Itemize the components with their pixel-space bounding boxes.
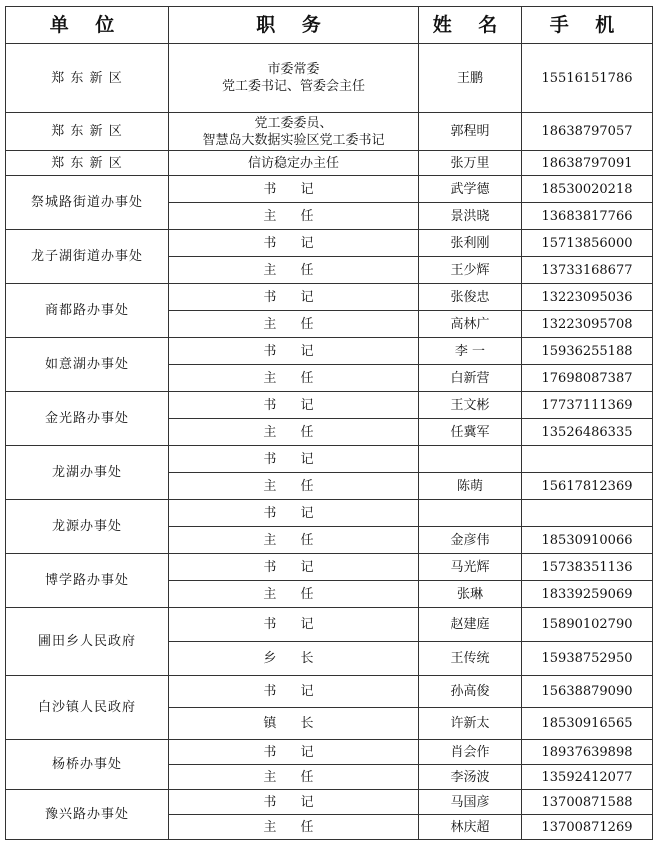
position-line: 主 任 [263, 316, 324, 332]
phone-cell: 15936255188 [522, 338, 653, 365]
position-line: 书 记 [263, 505, 324, 521]
position-cell [169, 446, 419, 473]
position-line: 主 任 [263, 208, 324, 224]
table-row [6, 113, 653, 151]
contact-table [5, 6, 653, 840]
name-cell: 景洪晓 [419, 203, 522, 230]
table-row [6, 230, 653, 257]
phone-cell: 13223095708 [522, 311, 653, 338]
name-cell: 李汤波 [419, 765, 522, 790]
name-cell [419, 500, 522, 527]
phone-cell: 15738351136 [522, 554, 653, 581]
position-cell [169, 815, 419, 840]
phone-cell: 17698087387 [522, 365, 653, 392]
unit-cell: 龙子湖街道办事处 [6, 230, 169, 284]
phone-cell: 18530916565 [522, 708, 653, 740]
unit-cell: 博学路办事处 [6, 554, 169, 608]
name-cell: 陈萌 [419, 473, 522, 500]
phone-cell: 18638797091 [522, 151, 653, 176]
position-line: 书 记 [263, 559, 324, 575]
name-cell: 郭程明 [419, 113, 522, 151]
phone-cell: 13683817766 [522, 203, 653, 230]
position-cell [169, 527, 419, 554]
position-cell [169, 642, 419, 676]
position-cell [169, 765, 419, 790]
position-line: 信访稳定办主任 [247, 155, 339, 171]
position-line: 主 任 [263, 819, 324, 835]
position-line: 党工委书记、管委会主任 [221, 79, 365, 94]
name-cell: 张俊忠 [419, 284, 522, 311]
table-row [6, 176, 653, 203]
position-line: 书 记 [263, 451, 324, 467]
unit-cell: 杨桥办事处 [6, 740, 169, 790]
position-line: 书 记 [263, 181, 324, 197]
header-position: 职 务 [169, 7, 419, 44]
position-line: 党工委委员、 [254, 115, 333, 131]
table-row [6, 44, 653, 113]
unit-cell: 如意湖办事处 [6, 338, 169, 392]
position-line: 主 任 [263, 769, 324, 785]
name-cell: 张琳 [419, 581, 522, 608]
position-cell [169, 151, 419, 176]
unit-cell: 龙源办事处 [6, 500, 169, 554]
phone-cell: 13700871588 [522, 790, 653, 815]
phone-cell: 18530020218 [522, 176, 653, 203]
position-line: 主 任 [263, 424, 324, 440]
position-cell [169, 581, 419, 608]
unit-cell: 郑 东 新 区 [6, 44, 169, 113]
table-row [6, 740, 653, 765]
name-cell: 许新太 [419, 708, 522, 740]
position-cell [169, 44, 419, 113]
position-line: 书 记 [263, 744, 324, 760]
position-line: 书 记 [263, 684, 324, 699]
phone-cell: 15890102790 [522, 608, 653, 642]
position-cell [169, 311, 419, 338]
position-line: 书 记 [263, 235, 324, 251]
table-row [6, 284, 653, 311]
position-cell [169, 392, 419, 419]
name-cell [419, 446, 522, 473]
table-row [6, 500, 653, 527]
name-cell: 白新营 [419, 365, 522, 392]
phone-cell: 13700871269 [522, 815, 653, 840]
name-cell: 高林广 [419, 311, 522, 338]
phone-cell [522, 500, 653, 527]
position-line: 书 记 [263, 617, 324, 632]
unit-cell: 祭城路街道办事处 [6, 176, 169, 230]
name-cell: 武学德 [419, 176, 522, 203]
position-line: 书 记 [263, 289, 324, 305]
phone-cell: 15516151786 [522, 44, 653, 113]
position-line: 书 记 [263, 397, 324, 413]
name-cell: 孙高俊 [419, 676, 522, 708]
name-cell: 张利刚 [419, 230, 522, 257]
phone-cell: 18339259069 [522, 581, 653, 608]
name-cell: 张万里 [419, 151, 522, 176]
name-cell: 马光辉 [419, 554, 522, 581]
position-cell [169, 257, 419, 284]
name-cell: 李 一 [419, 338, 522, 365]
position-line: 智慧岛大数据实验区党工委书记 [202, 132, 385, 148]
unit-cell: 郑 东 新 区 [6, 151, 169, 176]
position-line: 书 记 [263, 343, 324, 359]
position-cell [169, 419, 419, 446]
position-cell [169, 284, 419, 311]
header-row [6, 7, 653, 44]
name-cell: 任冀军 [419, 419, 522, 446]
position-cell [169, 230, 419, 257]
position-line: 书 记 [263, 794, 324, 810]
phone-cell: 18530910066 [522, 527, 653, 554]
position-cell [169, 554, 419, 581]
phone-cell: 15938752950 [522, 642, 653, 676]
table-row [6, 446, 653, 473]
table-row [6, 608, 653, 642]
position-cell [169, 608, 419, 642]
unit-cell: 豫兴路办事处 [6, 790, 169, 840]
header-phone: 手 机 [522, 7, 653, 44]
unit-cell: 白沙镇人民政府 [6, 676, 169, 740]
table-row [6, 790, 653, 815]
position-line: 乡 长 [263, 651, 324, 666]
phone-cell: 17737111369 [522, 392, 653, 419]
unit-cell: 金光路办事处 [6, 392, 169, 446]
name-cell: 王鹏 [419, 44, 522, 113]
position-cell [169, 500, 419, 527]
table-row [6, 151, 653, 176]
table-row [6, 338, 653, 365]
position-line: 镇 长 [263, 716, 324, 731]
position-line: 主 任 [263, 586, 324, 602]
position-line: 主 任 [263, 262, 324, 278]
position-line: 主 任 [263, 370, 324, 386]
phone-cell: 13592412077 [522, 765, 653, 790]
position-cell [169, 338, 419, 365]
table-body [6, 44, 653, 840]
phone-cell: 15713856000 [522, 230, 653, 257]
phone-cell: 15638879090 [522, 676, 653, 708]
position-cell [169, 365, 419, 392]
position-cell [169, 708, 419, 740]
unit-cell: 龙湖办事处 [6, 446, 169, 500]
table-row [6, 554, 653, 581]
position-cell [169, 676, 419, 708]
position-cell [169, 790, 419, 815]
name-cell: 赵建庭 [419, 608, 522, 642]
phone-cell: 13223095036 [522, 284, 653, 311]
unit-cell: 圃田乡人民政府 [6, 608, 169, 676]
table-row [6, 676, 653, 708]
name-cell: 金彦伟 [419, 527, 522, 554]
phone-cell: 18937639898 [522, 740, 653, 765]
phone-cell: 18638797057 [522, 113, 653, 151]
name-cell: 王传统 [419, 642, 522, 676]
position-cell [169, 113, 419, 151]
unit-cell: 商都路办事处 [6, 284, 169, 338]
position-cell [169, 473, 419, 500]
position-line: 主 任 [263, 478, 324, 494]
phone-cell: 13733168677 [522, 257, 653, 284]
phone-cell: 13526486335 [522, 419, 653, 446]
phone-cell: 15617812369 [522, 473, 653, 500]
position-cell [169, 740, 419, 765]
unit-cell: 郑 东 新 区 [6, 113, 169, 151]
name-cell: 王少辉 [419, 257, 522, 284]
position-cell [169, 176, 419, 203]
header-unit: 单 位 [6, 7, 169, 44]
position-line: 市委常委 [267, 62, 320, 77]
name-cell: 肖会作 [419, 740, 522, 765]
position-cell [169, 203, 419, 230]
position-line: 主 任 [263, 532, 324, 548]
header-name: 姓 名 [419, 7, 522, 44]
name-cell: 林庆超 [419, 815, 522, 840]
table-row [6, 392, 653, 419]
name-cell: 王文彬 [419, 392, 522, 419]
name-cell: 马国彦 [419, 790, 522, 815]
phone-cell [522, 446, 653, 473]
